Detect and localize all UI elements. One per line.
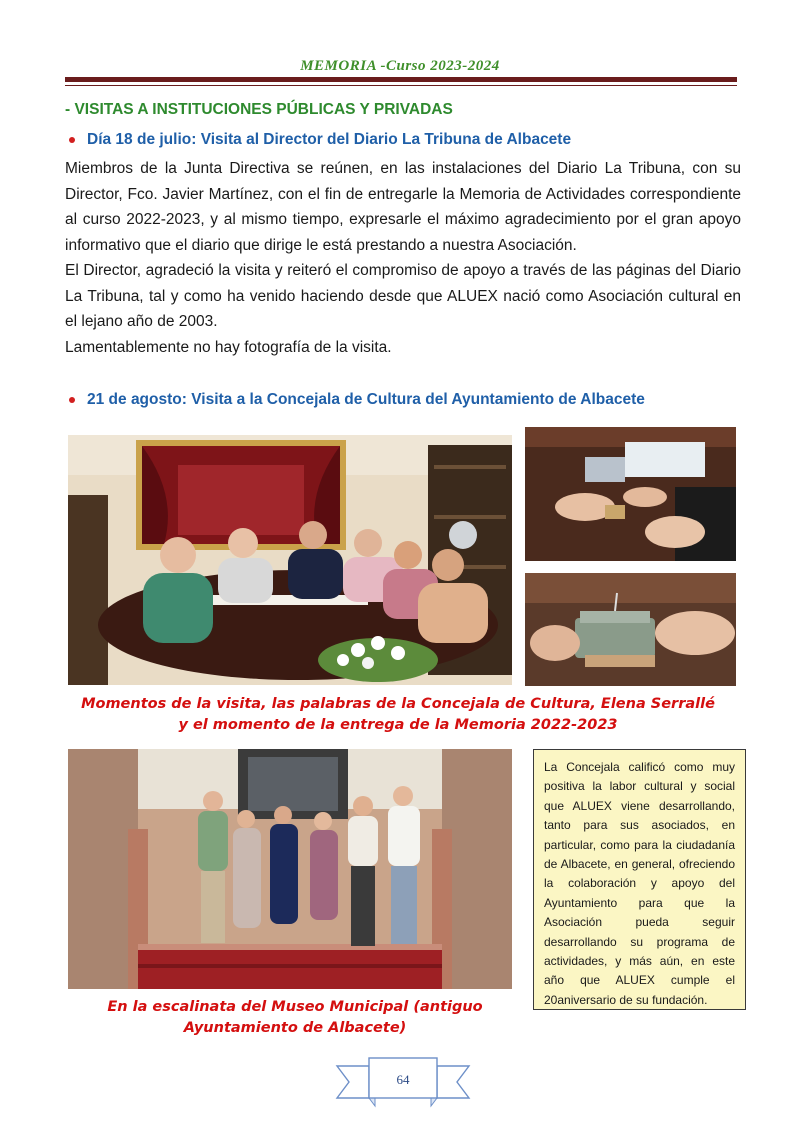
visit1-heading: [65, 131, 571, 149]
section-heading: - VISITAS A INSTITUCIONES PÚBLICAS Y PRIVADAS: [65, 101, 453, 118]
visit1-body: [65, 156, 741, 360]
photo-caption-meeting: Momentos de la visita, las palabras de la Concejala de Cultura, Elena Serrallé y el momento de la entrega de la Memoria 2022-2023: [81, 696, 715, 733]
visit1-paragraph: Miembros de la Junta Directiva se reúnen, en las instalaciones del Diario La Tribuna, con su Director, Fco. Javier Martínez, con el fin de entregarle la Memoria de Actividades correspondiente al curso 2022-2023, y al mismo tiempo, expresarle el máximo agradecimiento por el gran apoyo informativo que el diario que dirige le está prestando a nuestra Asociación.: [65, 160, 741, 254]
document-header-title: MEMORIA -Curso 2023-2024: [300, 58, 500, 74]
page-number: 64: [396, 1072, 410, 1087]
header-rule-thin: [65, 85, 737, 86]
header-rule-thick: [65, 77, 737, 82]
visit2-heading: [65, 391, 645, 409]
hands-on-table-photo: [525, 427, 736, 561]
bullet-icon: [69, 137, 75, 143]
visit1-heading-text: Día 18 de julio: Visita al Director del Diario La Tribuna de Albacete: [87, 131, 572, 148]
page-number-ribbon: [335, 1052, 471, 1112]
visit1-paragraph: El Director, agradeció la visita y reiteró el compromiso de apoyo a través de las páginas del Diario La Tribuna, tal y como ha venido haciendo desde que ALUEX nació como Asociación cultural en el lejano año de 2003.: [65, 262, 741, 330]
bullet-icon: [69, 397, 75, 403]
visit2-heading-text: 21 de agosto: Visita a la Concejala de Cultura del Ayuntamiento de Albacete: [87, 391, 645, 408]
award-handoff-photo: [525, 573, 736, 686]
visit1-paragraph: Lamentablemente no hay fotografía de la visita.: [65, 338, 392, 356]
museum-staircase-photo: [68, 749, 512, 989]
photo-caption-staircase: En la escalinata del Museo Municipal (antiguo Ayuntamiento de Albacete): [107, 999, 483, 1036]
meeting-room-photo: [68, 435, 512, 685]
info-box: La Concejala calificó como muy positiva la labor cultural y social que ALUEX viene desarrollando, tanto para sus asociados, en particular, como para la ciudadanía de Albacete, en general, ofreciendo la colaboración y apoyo del Ayuntamiento para que la Asociación pueda seguir desarrollando su programa de actividades, y más aún, en este año que ALUEX cumple el 20aniversario de su fundación.: [533, 749, 746, 1010]
